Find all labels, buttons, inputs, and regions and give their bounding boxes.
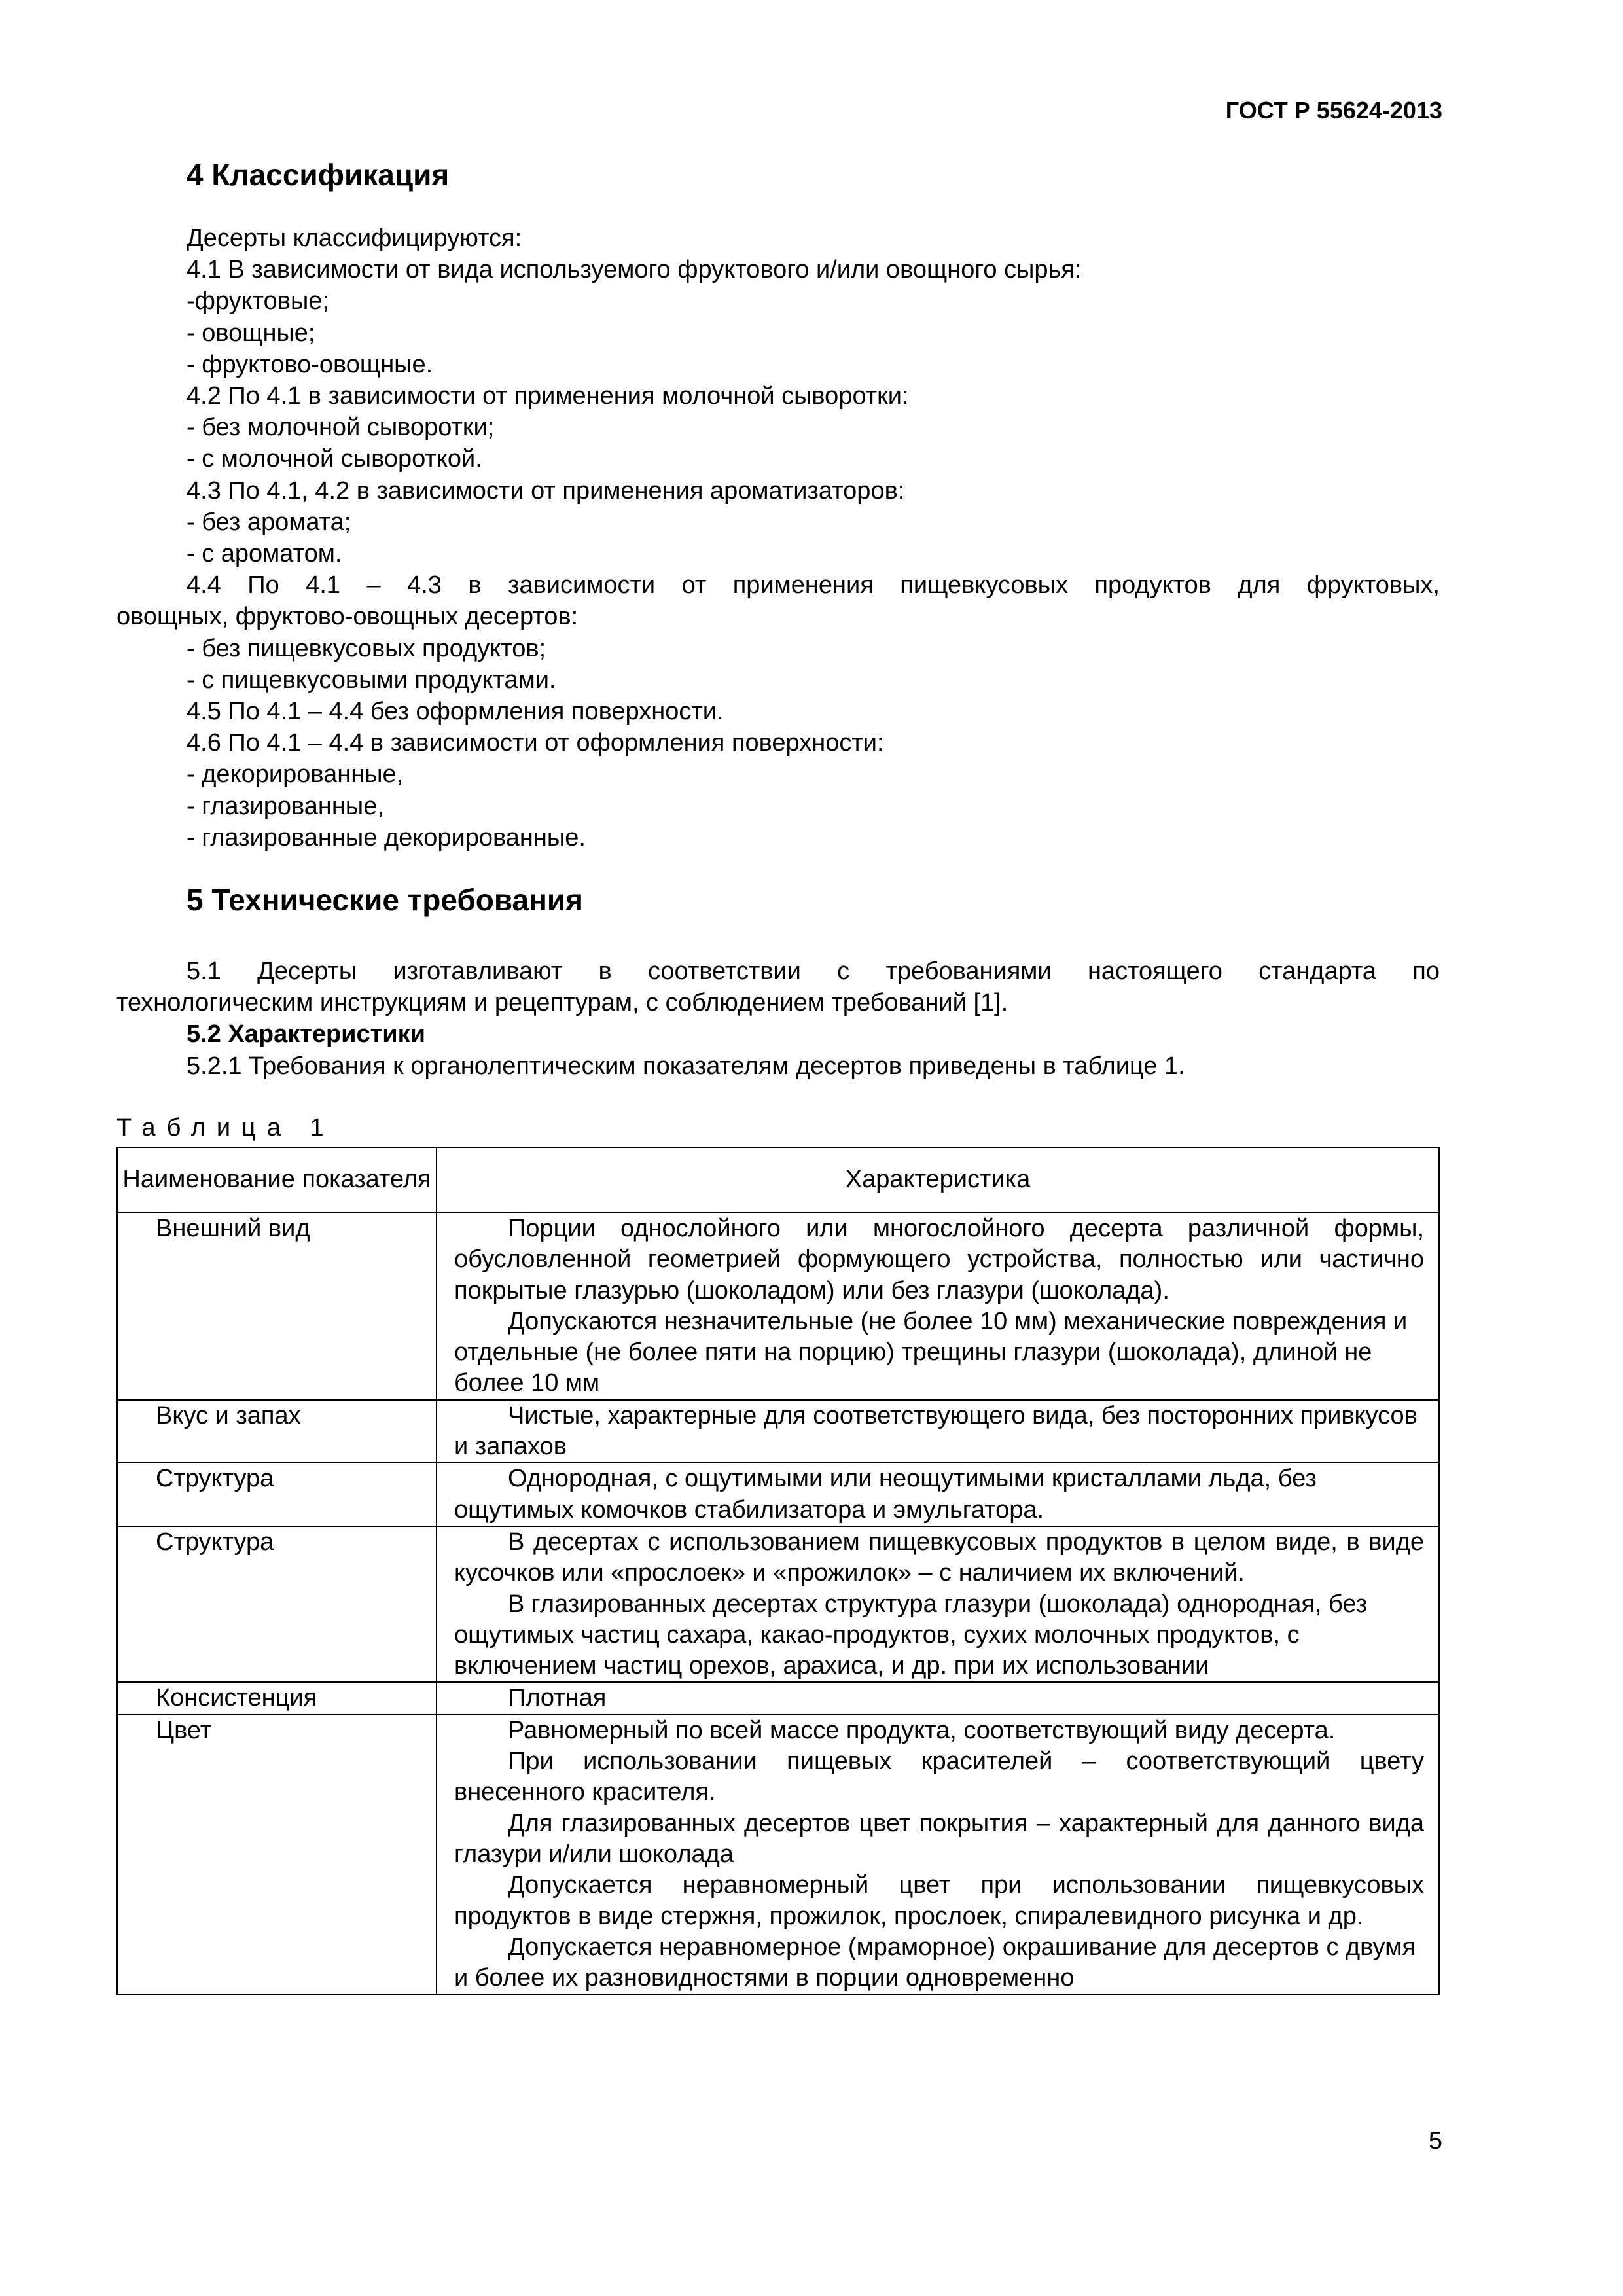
characteristic-paragraph: Однородная, с ощутимыми или неощутимыми кристаллами льда, без ощутимых комочков стабилизатора и эмульгатора. bbox=[454, 1465, 1317, 1524]
table-row bbox=[117, 1526, 1439, 1682]
text-line: - овощные; bbox=[187, 319, 315, 347]
table-row bbox=[117, 1463, 1439, 1526]
characteristic-cell bbox=[437, 1682, 1439, 1714]
characteristic-cell bbox=[437, 1400, 1439, 1463]
organoleptic-table bbox=[116, 1147, 1440, 1995]
text-line: овощных, фруктово-овощных десертов: bbox=[116, 603, 579, 631]
characteristic-paragraph: Плотная bbox=[508, 1684, 607, 1712]
text-line: - фруктово-овощные. bbox=[187, 350, 433, 378]
table-row bbox=[117, 1400, 1439, 1463]
characteristic-paragraph: Допускаются незначительные (не более 10 мм) механические повреждения и отдельные (не более пяти на порцию) трещины глазури (шоколада), длиной не более 10 мм bbox=[454, 1307, 1408, 1397]
characteristic-paragraph: Допускается неравномерное (мраморное) окрашивание для десертов с двумя и более их разновидностями в порции одновременно bbox=[454, 1933, 1416, 1992]
text-line: 4.5 По 4.1 – 4.4 без оформления поверхности. bbox=[187, 698, 724, 726]
indicator-name: Вкус и запах bbox=[117, 1400, 437, 1463]
table-row bbox=[117, 1715, 1439, 1995]
indicator-name: Структура bbox=[117, 1526, 437, 1682]
section-5-body bbox=[116, 956, 1440, 1082]
characteristic-cell bbox=[437, 1463, 1439, 1526]
section-4-body bbox=[116, 223, 1440, 853]
document-code: ГОСТ Р 55624-2013 bbox=[1225, 97, 1442, 124]
indicator-name: Внешний вид bbox=[117, 1213, 437, 1400]
text-line: 4.1 В зависимости от вида используемого фруктового и/или овощного сырья: bbox=[187, 256, 1082, 284]
text-line: 5.1 Десерты изготавливают в соответствии с требованиями настоящего стандарта по bbox=[187, 958, 1440, 985]
text-line: Десерты классифицируются: bbox=[187, 224, 522, 252]
indicator-name: Структура bbox=[117, 1463, 437, 1526]
text-line: 4.4 По 4.1 – 4.3 в зависимости от применения пищевкусовых продуктов для фруктовых, bbox=[187, 571, 1440, 600]
characteristic-paragraph: В десертах с использованием пищевкусовых продуктов в целом виде, в виде кусочков или «прослоек» и «прожилок» – с наличием их включений. bbox=[454, 1528, 1424, 1587]
section-4-title: 4 Классификация bbox=[187, 158, 450, 192]
characteristic-cell bbox=[437, 1213, 1439, 1400]
section-5-title: 5 Технические требования bbox=[187, 883, 583, 917]
characteristic-cell bbox=[437, 1526, 1439, 1682]
text-line: - без аромата; bbox=[187, 508, 351, 536]
characteristic-paragraph: Для глазированных десертов цвет покрытия – характерный для данного вида глазури и/или шоколада bbox=[454, 1809, 1424, 1868]
text-line: 5.2.1 Требования к органолептическим показателям десертов приведены в таблице 1. bbox=[187, 1052, 1185, 1080]
characteristic-paragraph: Равномерный по всей массе продукта, соответствующий виду десерта. bbox=[508, 1716, 1336, 1744]
text-line: - без пищевкусовых продуктов; bbox=[187, 634, 546, 662]
characteristic-paragraph: Порции однослойного или многослойного десерта различной формы, обусловленной геометрией формующего устройства, полностью или частично покрытые глазурью (шоколадом) или без глазури (шоколада). bbox=[454, 1215, 1424, 1304]
header-cell-characteristic: Характеристика bbox=[437, 1147, 1439, 1213]
text-line: - без молочной сыворотки; bbox=[187, 414, 495, 442]
characteristic-paragraph: Чистые, характерные для соответствующего вида, без посторонних привкусов и запахов bbox=[454, 1401, 1418, 1461]
text-line: - с пищевкусовыми продуктами. bbox=[187, 666, 556, 694]
indicator-name: Цвет bbox=[117, 1715, 437, 1995]
table-header-row bbox=[117, 1147, 1439, 1213]
text-line: 4.3 По 4.1, 4.2 в зависимости от применения ароматизаторов: bbox=[187, 476, 905, 505]
table-caption: Таблица 1 bbox=[116, 1114, 335, 1141]
page-number: 5 bbox=[1428, 2127, 1442, 2155]
text-line: - глазированные, bbox=[187, 792, 384, 820]
text-line: - декорированные, bbox=[187, 761, 404, 789]
indicator-name: Консистенция bbox=[117, 1682, 437, 1714]
characteristic-paragraph: Допускается неравномерный цвет при использовании пищевкусовых продуктов в виде стержня, прожилок, прослоек, спиралевидного рисунка и др. bbox=[454, 1871, 1424, 1930]
characteristic-paragraph: В глазированных десертах структура глазури (шоколада) однородная, без ощутимых частиц сахара, какао-продуктов, сухих молочных продуктов, с включением частиц орехов, арахиса, и др. при их использовании bbox=[454, 1590, 1368, 1680]
text-line: 4.2 По 4.1 в зависимости от применения молочной сыворотки: bbox=[187, 382, 909, 410]
header-cell-indicator: Наименование показателя bbox=[117, 1147, 437, 1213]
table-row bbox=[117, 1213, 1439, 1400]
text-line: технологическим инструкциям и рецептурам, с соблюдением требований [1]. bbox=[116, 989, 1008, 1017]
text-line: - с молочной сывороткой. bbox=[187, 445, 482, 473]
text-line: 4.6 По 4.1 – 4.4 в зависимости от оформления поверхности: bbox=[187, 729, 884, 757]
subsection-heading: 5.2 Характеристики bbox=[187, 1020, 426, 1049]
table-row bbox=[117, 1682, 1439, 1714]
characteristic-paragraph: При использовании пищевых красителей – соответствующий цвету внесенного красителя. bbox=[454, 1748, 1424, 1806]
text-line: -фруктовые; bbox=[187, 287, 329, 315]
characteristic-cell bbox=[437, 1715, 1439, 1995]
text-line: - глазированные декорированные. bbox=[187, 823, 586, 852]
text-line: - с ароматом. bbox=[187, 540, 342, 568]
